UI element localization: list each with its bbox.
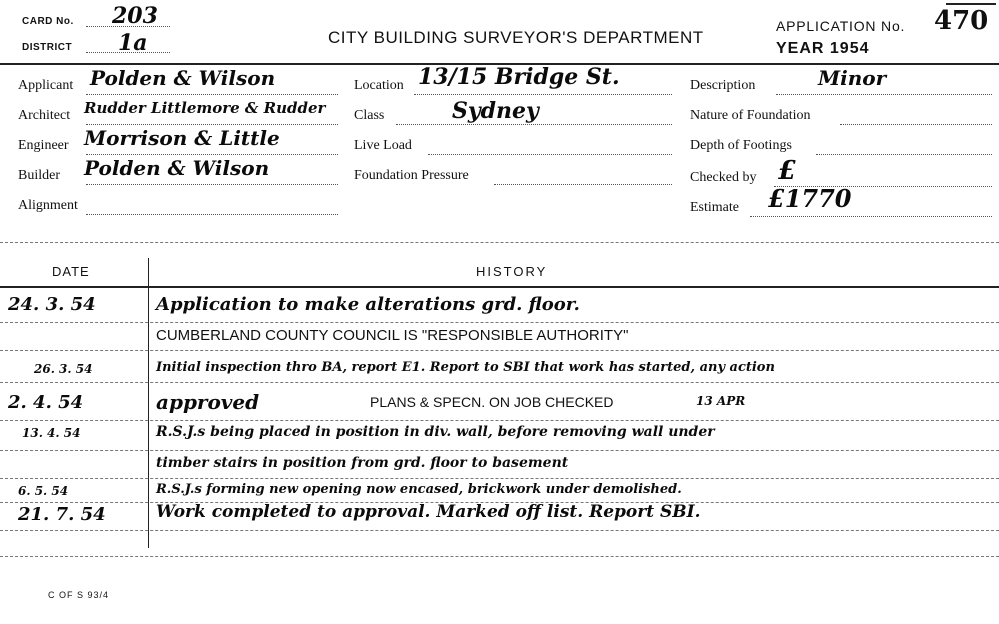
description-label: Description: [690, 78, 756, 93]
history-header: HISTORY: [476, 264, 548, 279]
engineer-value: Morrison & Little: [84, 126, 280, 150]
class-value: Sydney: [452, 98, 539, 124]
location-label: Location: [354, 78, 404, 93]
location-value: 13/15 Bridge St.: [418, 64, 620, 90]
nature-label: Nature of Foundation: [690, 108, 811, 123]
history-row-7-date: 6. 5. 54: [18, 484, 69, 498]
district-line: [86, 52, 170, 53]
row-line-3: [0, 382, 999, 383]
row-line-4: [0, 420, 999, 421]
description-value: Minor: [818, 66, 887, 90]
history-row-2-text: CUMBERLAND COUNTY COUNCIL IS "RESPONSIBLE AUTHORITY": [156, 327, 629, 344]
engineer-label: Engineer: [18, 138, 69, 153]
history-row-1-date: 24. 3. 54: [8, 294, 96, 315]
applicant-line: [86, 94, 338, 95]
class-line: [396, 124, 672, 125]
builder-line: [86, 184, 338, 185]
checked-value: £: [778, 156, 797, 186]
row-line-1: [0, 322, 999, 323]
district-label: DISTRICT: [22, 42, 73, 53]
live-load-line: [428, 154, 672, 155]
corner-mark: [946, 3, 996, 5]
history-row-4-date: 2. 4. 54: [8, 392, 84, 413]
row-line-2: [0, 350, 999, 351]
footer-code: C OF S 93/4: [48, 590, 110, 600]
applicant-label: Applicant: [18, 78, 74, 93]
location-line: [414, 94, 672, 95]
year-label: YEAR 1954: [776, 40, 870, 57]
checked-label: Checked by: [690, 170, 757, 185]
builder-label: Builder: [18, 168, 60, 183]
applicant-value: Polden & Wilson: [90, 66, 276, 90]
nature-line: [840, 124, 992, 125]
class-label: Class: [354, 108, 385, 123]
date-header: DATE: [52, 264, 90, 279]
foundation-pressure-line: [494, 184, 672, 185]
row-line-8: [0, 530, 999, 531]
history-row-5-text: R.S.J.s being placed in position in div. wall, before removing wall under: [156, 424, 715, 440]
architect-line: [86, 124, 338, 125]
live-load-label: Live Load: [354, 138, 412, 153]
alignment-line: [86, 214, 338, 215]
engineer-line: [86, 154, 338, 155]
depth-label: Depth of Footings: [690, 138, 792, 153]
architect-value: Rudder Littlemore & Rudder: [84, 99, 326, 117]
history-row-8-date: 21. 7. 54: [18, 504, 106, 525]
history-row-3-text: Initial inspection thro BA, report E1. Report to SBI that work has started, any action: [156, 360, 775, 375]
row-line-6: [0, 478, 999, 479]
history-row-7-text: R.S.J.s forming new opening now encased, brickwork under demolished.: [156, 482, 682, 497]
estimate-line: [750, 216, 992, 217]
fields-separator: [0, 242, 999, 243]
district-value: 1a: [118, 30, 148, 56]
history-row-3-date: 26. 3. 54: [34, 362, 93, 376]
estimate-label: Estimate: [690, 200, 739, 215]
architect-label: Architect: [18, 108, 71, 123]
card-no-label: CARD No.: [22, 16, 74, 27]
depth-line: [816, 154, 992, 155]
foundation-pressure-label: Foundation Pressure: [354, 168, 469, 183]
date-column-divider: [148, 258, 149, 548]
estimate-value: £1770: [768, 184, 852, 213]
history-row-5-date: 13. 4. 54: [22, 426, 81, 440]
row-line-9: [0, 556, 999, 557]
alignment-label: Alignment: [18, 198, 78, 213]
history-row-4-stamp: PLANS & SPECN. ON JOB CHECKED: [370, 394, 614, 410]
department-title: CITY BUILDING SURVEYOR'S DEPARTMENT: [328, 28, 704, 47]
history-row-1-text: Application to make alterations grd. floor.: [156, 294, 580, 315]
history-header-rule: [0, 286, 999, 288]
history-row-8-text: Work completed to approval. Marked off list. Report SBI.: [156, 502, 701, 522]
card-no-value: 203: [112, 3, 158, 29]
row-line-5: [0, 450, 999, 451]
history-row-4-text: approved: [156, 390, 260, 414]
application-label: APPLICATION No.: [776, 18, 906, 34]
description-line: [776, 94, 992, 95]
history-row-4-initial: 13 APR: [696, 394, 746, 408]
card-no-line: [86, 26, 170, 27]
history-row-6-text: timber stairs in position from grd. floor to basement: [156, 455, 569, 471]
builder-value: Polden & Wilson: [84, 156, 270, 180]
application-no: 470: [934, 6, 989, 36]
